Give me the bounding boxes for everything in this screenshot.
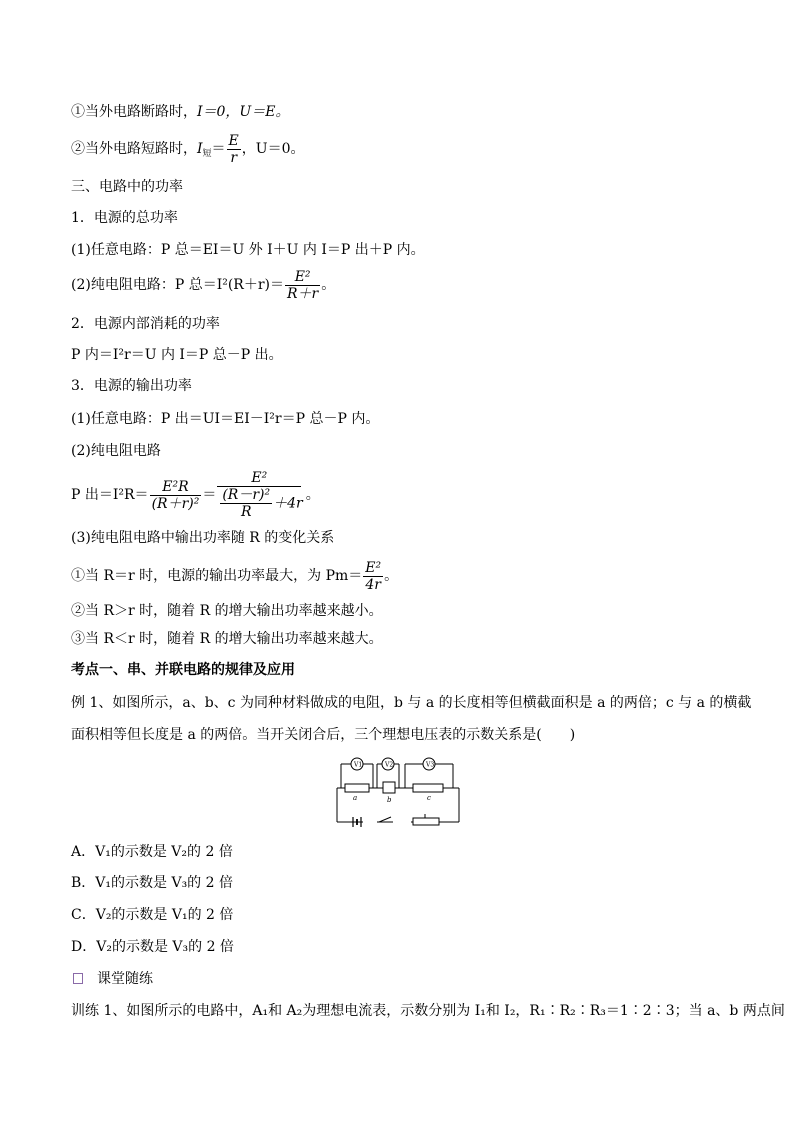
max-power-condition: ①当 R＝r 时，电源的输出功率最大，为 Pm＝ $\frac{\text{E²}}{4r}$ 。 (71, 559, 399, 593)
state-short-circuit: ②当外电路短路时，$I_短=$ $\frac{E}{r}$ ，U＝0。 (71, 132, 305, 166)
internal-power: P 内＝I²r＝U 内 I＝P 总－P 出。 (71, 347, 283, 363)
resistor-b (383, 782, 395, 793)
topic-heading: 考点一、串、并联电路的规律及应用 (71, 662, 295, 678)
option-b: B．V₁的示数是 V₃的 2 倍 (71, 875, 233, 891)
switch (379, 817, 391, 822)
heading-internal-power: 2．电源内部消耗的功率 (71, 316, 220, 332)
fraction: $\frac{\text{E²R}}{\text{(R＋r)²}}$ (151, 478, 200, 512)
option-a: A．V₁的示数是 V₂的 2 倍 (71, 844, 233, 860)
option-d: D．V₂的示数是 V₃的 2 倍 (71, 939, 234, 955)
label-b: b (387, 796, 392, 804)
fraction: $\frac{\text{E²}}{4r}$ (365, 559, 382, 593)
heading-total-power: 1．电源的总功率 (71, 210, 178, 226)
circuit-diagram (333, 756, 463, 830)
label-c: c (427, 794, 431, 802)
section-heading: 三、电路中的功率 (71, 179, 183, 195)
output-power-formula: P 出＝I²R＝ $\frac{\text{E²R}}{\text{(R＋r)²}}$ ＝ E² $\frac{\text{(R－r)²}}{R}$ ＋4r 。 (71, 470, 320, 520)
state-open-circuit: ①当外电路断路时，I＝0，U＝E。 (71, 104, 290, 120)
resistor-c (413, 784, 443, 792)
R-greater-than-r: ②当 R＞r 时，随着 R 的增大输出功率越来越小。 (71, 603, 383, 619)
fraction-nested: E² $\frac{\text{(R－r)²}}{R}$ ＋4r (217, 470, 304, 520)
total-power-any: (1)任意电路：P 总＝EI＝U 外 I＋U 内 I＝P 出＋P 内。 (71, 242, 425, 258)
training-question: 训练 1、如图所示的电路中，A₁和 A₂为理想电流表，示数分别为 I₁和 I₂，R₁∶R₂∶R₃＝1∶2∶3；当 a、b 两点间 (71, 1003, 785, 1019)
resistor-a (345, 784, 369, 792)
option-c: C．V₂的示数是 V₁的 2 倍 (71, 907, 234, 923)
label-v1: V1 (354, 761, 363, 769)
fraction-inner: $\frac{\text{(R－r)²}}{R}$ (222, 487, 271, 520)
fraction: $\frac{\text{E²}}{R+r}$ (287, 268, 319, 302)
label-v2: V2 (385, 761, 394, 769)
rheostat (413, 818, 439, 825)
label-v3: V3 (426, 761, 435, 769)
total-power-pure: (2)纯电阻电路：P 总＝I²(R＋r)＝ $\frac{\text{E²}}{R+r}$ 。 (71, 268, 336, 302)
classroom-practice: 课堂随练 (73, 969, 153, 989)
output-vs-R-heading: (3)纯电阻电路中输出功率随 R 的变化关系 (71, 530, 335, 546)
R-less-than-r: ③当 R＜r 时，随着 R 的增大输出功率越来越大。 (71, 631, 383, 647)
output-power-pure-label: (2)纯电阻电路 (71, 443, 161, 459)
output-power-any: (1)任意电路：P 出＝UI＝EI－I²r＝P 总－P 内。 (71, 411, 380, 427)
fraction-E-over-r: $\frac{E}{r}$ (228, 132, 239, 166)
example-question-line2: 面积相等但长度是 a 的两倍。当开关闭合后，三个理想电压表的示数关系是( ) (71, 727, 576, 743)
example-question-line1: 例 1、如图所示，a、b、c 为同种材料做成的电阻，b 与 a 的长度相等但横截面积是 a 的两倍；c 与 a 的横截 (71, 695, 752, 711)
heading-output-power: 3．电源的输出功率 (71, 378, 192, 394)
book-icon (73, 973, 83, 984)
label-a: a (353, 794, 358, 802)
